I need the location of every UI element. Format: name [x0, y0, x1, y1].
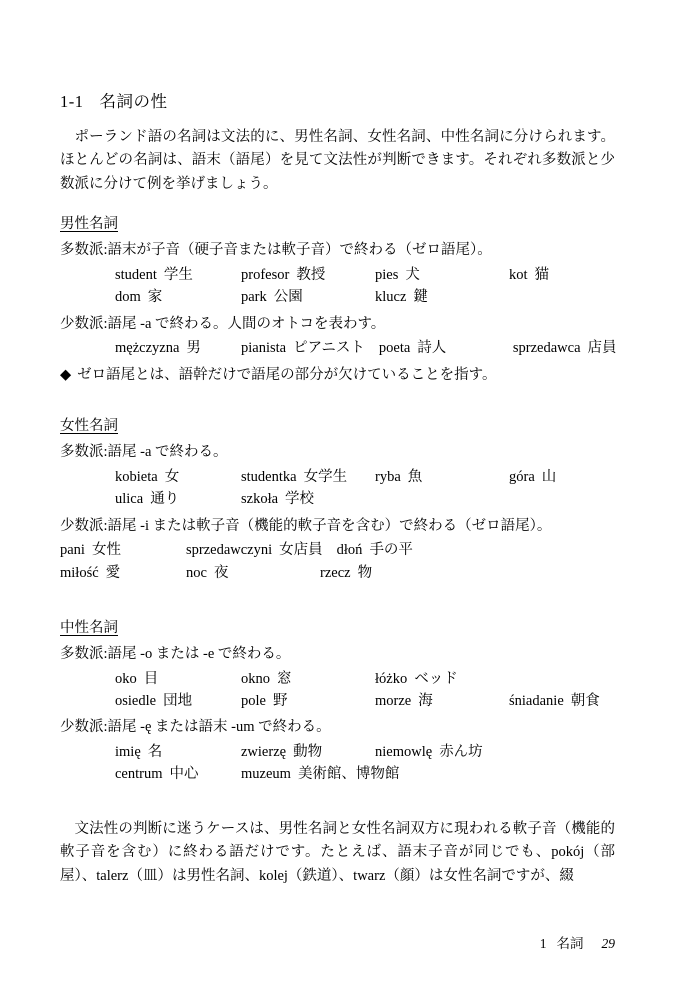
section-title-text: 名詞の性 [99, 92, 168, 111]
rule-line [60, 441, 615, 463]
example-word: studentka [241, 468, 297, 485]
example-word: mężczyzna [115, 340, 180, 357]
rule-text: 語尾 -o または -e で終わる。 [107, 646, 291, 663]
example-row [60, 286, 615, 308]
example-word: noc [186, 564, 207, 581]
group-heading: 女性名詞 [60, 418, 118, 435]
group-note [60, 364, 615, 386]
example-gloss: 通り [150, 491, 180, 508]
example-row [60, 763, 615, 785]
example-item [241, 690, 361, 712]
example-item [241, 488, 361, 510]
example-word: zwierzę [241, 743, 287, 760]
example-list [60, 466, 615, 511]
example-gloss: 家 [147, 289, 163, 306]
example-gloss: 手の平 [369, 542, 413, 559]
example-gloss: 美術館、博物館 [297, 766, 400, 783]
rule-label: 多数派: [60, 444, 108, 461]
example-item [375, 668, 495, 690]
example-word: dłoń [336, 542, 363, 559]
example-item [60, 562, 172, 584]
example-word: park [241, 289, 267, 306]
example-word: kobieta [115, 468, 158, 485]
rule-text: 語尾 -ę または語末 -um で終わる。 [107, 719, 331, 736]
example-item [115, 488, 227, 510]
rule-label: 多数派: [60, 646, 108, 663]
example-word: sprzedawca [512, 340, 581, 357]
example-word: góra [509, 468, 535, 485]
rule-line [60, 239, 615, 261]
example-word: profesor [241, 266, 290, 283]
example-list [60, 264, 615, 309]
example-gloss: 犬 [405, 266, 420, 283]
example-item [186, 562, 306, 584]
example-gloss: 女性 [91, 542, 121, 559]
example-gloss: 男 [186, 340, 201, 357]
example-item [115, 741, 227, 763]
example-row [60, 562, 615, 584]
example-gloss: 赤ん坊 [439, 743, 483, 760]
spacer [60, 386, 615, 400]
example-gloss: 団地 [163, 693, 193, 710]
footer-page-number: 29 [601, 936, 615, 951]
noun-gender-groups [60, 212, 615, 803]
rule-text: 語尾 -a で終わる。人間のオトコを表わす。 [107, 315, 386, 332]
rule-label: 少数派: [60, 517, 108, 534]
spacer [60, 790, 615, 804]
example-word: szkoła [241, 491, 279, 508]
example-item [115, 264, 227, 286]
rule-line [60, 643, 615, 665]
rule-text: 語末が子音（硬子音または軟子音）で終わる（ゼロ語尾）。 [107, 242, 492, 259]
example-item [375, 286, 495, 308]
example-gloss: 教授 [296, 266, 326, 283]
example-list [60, 741, 615, 786]
example-gloss: 朝食 [570, 693, 600, 710]
example-word: miłość [60, 564, 99, 581]
group-note-text: ゼロ語尾とは、語幹だけで語尾の部分が欠けていることを指す。 [77, 366, 497, 383]
example-word: sprzedawczyni [186, 542, 273, 559]
gender-group [60, 414, 615, 602]
group-heading: 男性名詞 [60, 216, 118, 233]
example-gloss: 夜 [213, 564, 229, 581]
example-gloss: 女 [164, 468, 180, 485]
example-item [241, 741, 361, 763]
footer-chapter-number: 1 [539, 936, 547, 951]
example-word: student [115, 266, 157, 283]
example-row [60, 466, 615, 488]
example-row [60, 264, 615, 286]
example-item [60, 539, 172, 561]
example-row [60, 488, 615, 510]
example-gloss: 目 [143, 670, 159, 687]
example-row [60, 741, 615, 763]
example-item [186, 539, 323, 561]
example-word: łóżko [375, 670, 408, 687]
section-number: 1-1 [60, 92, 84, 111]
example-item [115, 466, 227, 488]
example-gloss: 動物 [293, 743, 323, 760]
example-gloss: 公園 [273, 289, 303, 306]
example-item [375, 690, 495, 712]
example-gloss: 詩人 [417, 340, 447, 357]
gender-group [60, 212, 615, 400]
rule-label: 少数派: [60, 719, 108, 736]
example-item [241, 264, 361, 286]
example-item [375, 264, 495, 286]
rule-text: 語尾 -a で終わる。 [107, 444, 228, 461]
example-word: pani [60, 542, 85, 559]
example-gloss: 店員 [587, 340, 617, 357]
example-item [115, 668, 227, 690]
example-item [320, 562, 440, 584]
example-word: śniadanie [509, 693, 564, 710]
example-gloss: 愛 [105, 564, 121, 581]
example-word: ryba [375, 468, 401, 485]
example-gloss: 猫 [534, 266, 550, 283]
closing-paragraph: 文法性の判断に迷うケースは、男性名詞と女性名詞双方に現われる軟子音（機能的軟子音を含む）に終わる語だけです。たとえば、語末子音が同じでも、pokój（部屋）、talerz（皿）は男性名詞、kolej（鉄道）、twarz（顔）は女性名詞ですが、綴 [60, 820, 615, 884]
example-word: ulica [115, 491, 144, 508]
example-item [509, 690, 629, 712]
rule-line [60, 716, 615, 738]
example-word: kot [509, 266, 528, 283]
example-word: rzecz [320, 564, 351, 581]
example-gloss: 鍵 [413, 289, 428, 306]
example-list [60, 539, 615, 584]
example-list [60, 337, 615, 359]
example-word: osiedle [115, 693, 157, 710]
group-heading: 中性名詞 [60, 620, 118, 637]
example-gloss: ピアニスト [293, 340, 365, 357]
example-item [115, 763, 227, 785]
page-footer [540, 932, 615, 952]
example-item [513, 337, 633, 359]
example-gloss: 学校 [285, 491, 315, 508]
example-item [241, 466, 361, 488]
rule-label: 少数派: [60, 315, 108, 332]
rule-label: 多数派: [60, 242, 108, 259]
example-item [115, 286, 227, 308]
example-word: morze [375, 693, 412, 710]
example-list [60, 668, 615, 713]
example-word: pianista [241, 340, 287, 357]
rule-line [60, 515, 615, 537]
example-gloss: ベッド [414, 670, 458, 687]
example-word: pies [375, 266, 399, 283]
example-row [60, 337, 615, 359]
footer-chapter-name: 名詞 [556, 936, 584, 951]
example-word: imię [115, 743, 141, 760]
example-item [241, 286, 361, 308]
example-row [60, 690, 615, 712]
example-item [509, 264, 629, 286]
example-row [60, 539, 615, 561]
example-word: poeta [378, 340, 411, 357]
rule-text: 語尾 -i または軟子音（機能的軟子音を含む）で終わる（ゼロ語尾）。 [107, 517, 552, 534]
example-word: dom [115, 289, 141, 306]
example-word: centrum [115, 766, 163, 783]
example-word: oko [115, 670, 137, 687]
example-word: klucz [375, 289, 407, 306]
diamond-icon: ◆ [60, 366, 72, 383]
example-item [241, 337, 365, 359]
example-row [60, 668, 615, 690]
example-gloss: 女学生 [303, 468, 348, 485]
example-item [509, 466, 629, 488]
example-gloss: 魚 [407, 468, 423, 485]
example-item [241, 668, 361, 690]
example-word: muzeum [241, 766, 291, 783]
spacer [60, 588, 615, 602]
example-gloss: 女店員 [279, 542, 323, 559]
example-item [115, 337, 227, 359]
example-gloss: 海 [418, 693, 433, 710]
example-gloss: 中心 [169, 766, 199, 783]
example-item [241, 763, 399, 785]
example-item [337, 539, 457, 561]
example-item [115, 690, 227, 712]
example-gloss: 名 [147, 743, 163, 760]
example-gloss: 山 [541, 468, 557, 485]
example-word: okno [241, 670, 270, 687]
example-gloss: 窓 [277, 670, 292, 687]
example-gloss: 学生 [163, 266, 193, 283]
rule-line [60, 313, 615, 335]
gender-group [60, 616, 615, 804]
example-word: niemowlę [375, 743, 433, 760]
example-item [375, 466, 495, 488]
page-title [60, 88, 615, 112]
example-word: pole [241, 693, 266, 710]
example-gloss: 物 [357, 564, 373, 581]
intro-paragraph: ポーランド語の名詞は文法的に、男性名詞、女性名詞、中性名詞に分けられます。ほとんどの名詞は、語末（語尾）を見て文法性が判断できます。それぞれ多数派と少数派に分けて例を挙げましょう。 [60, 129, 615, 192]
example-item [379, 337, 499, 359]
example-item [375, 741, 495, 763]
example-gloss: 野 [272, 693, 288, 710]
